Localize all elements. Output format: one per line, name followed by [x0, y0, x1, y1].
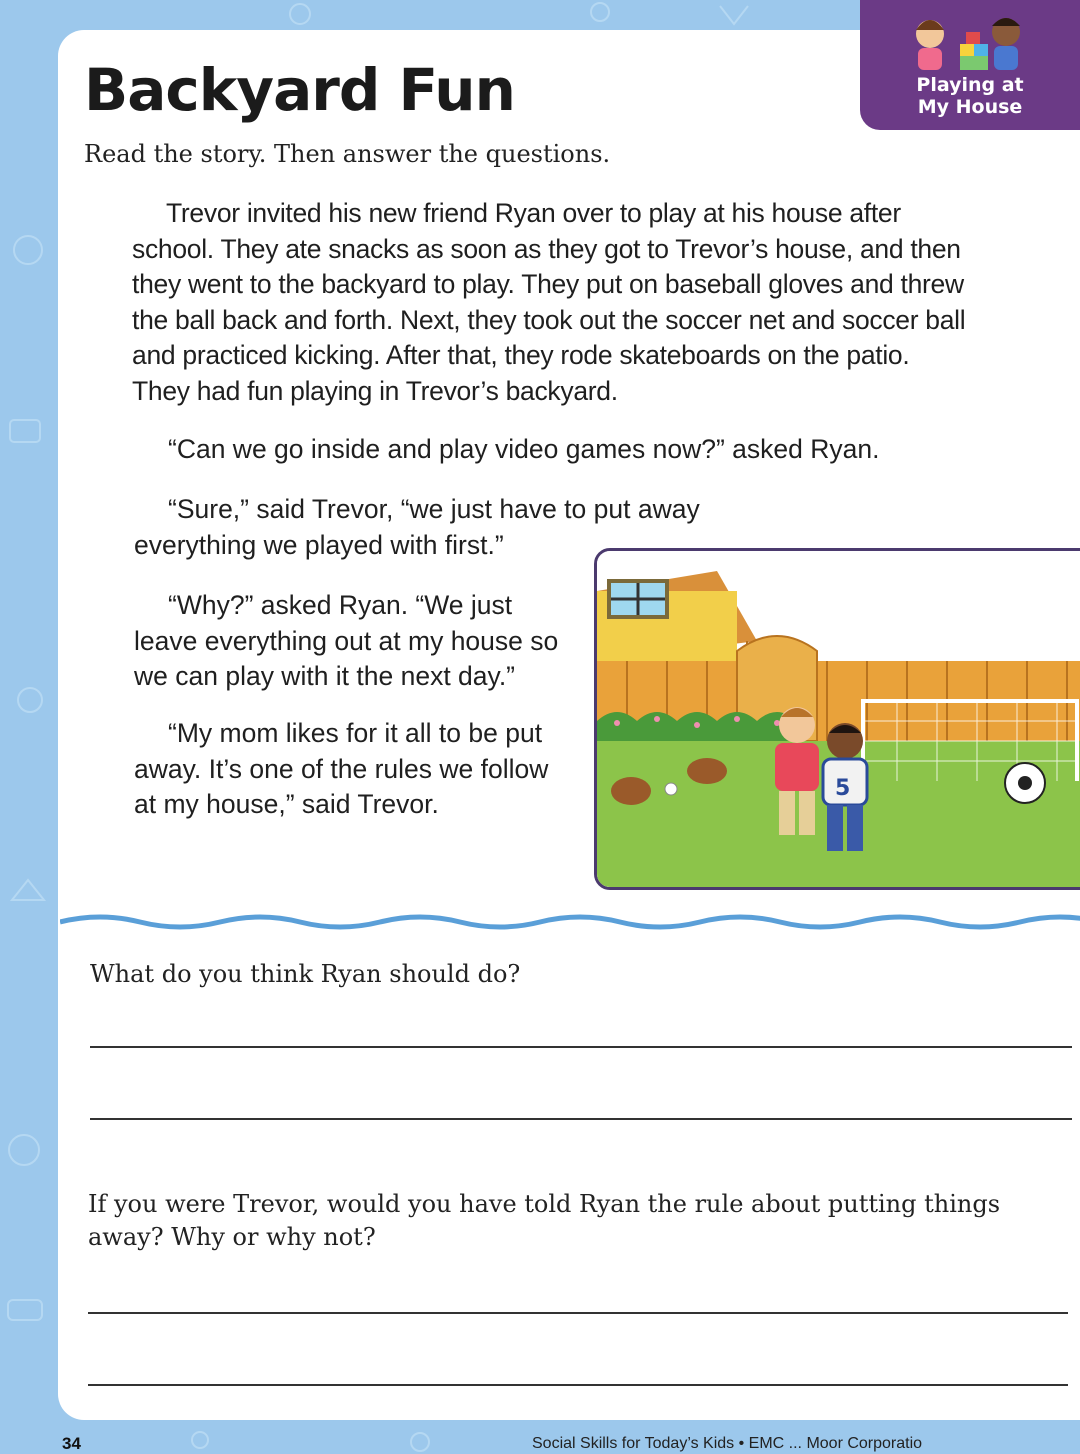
story-paragraph-1: Trevor invited his new friend Ryan over to play at his house after school. They ate snacks as soon as they got to Trevor’s house, and then they went to the backyard to play. They put on baseball gloves and threw the ball back and forth. Next, they took out the soccer net and soccer ball and practiced kicking. After that, they rode skateboards on the patio. They had fun playing in Trevor’s backyard. [132, 198, 966, 406]
backyard-soccer-illustration [594, 548, 1080, 890]
tab-label-line2: My House [917, 96, 1023, 118]
story-paragraph-5: “My mom likes for it all to be put away. It’s one of the rules we follow at my house,” said Trevor. [134, 718, 549, 819]
category-tab [860, 0, 1080, 130]
footer-credit: Social Skills for Today’s Kids • EMC ... Moor Corporatio [532, 1435, 923, 1452]
answer-line-1a[interactable] [90, 1046, 1072, 1048]
story-paragraph-4: “Why?” asked Ryan. “We just leave everything out at my house so we can play with it the next day.” [134, 590, 559, 691]
page-title: Backyard Fun [84, 56, 515, 124]
answer-line-2a[interactable] [88, 1312, 1068, 1314]
story-paragraph-3: “Sure,” said Trevor, “we just have to put away everything we played with first.” [134, 494, 700, 560]
page-number: 34 [62, 1434, 81, 1453]
story-paragraph-2: “Can we go inside and play video games now?” asked Ryan. [168, 434, 880, 464]
kids-playing-blocks-icon [906, 8, 1036, 74]
instructions-text: Read the story. Then answer the questions. [84, 140, 611, 168]
answer-line-2b[interactable] [88, 1384, 1068, 1386]
question-2-text: If you were Trevor, would you have told Ryan the rule about putting things away? Why or why not? [88, 1190, 1001, 1251]
question-1-text: What do you think Ryan should do? [90, 960, 521, 988]
section-divider [60, 908, 1080, 932]
tab-label-line1: Playing at [916, 74, 1024, 96]
jersey-number: 5 [835, 776, 851, 801]
answer-line-1b[interactable] [90, 1118, 1072, 1120]
